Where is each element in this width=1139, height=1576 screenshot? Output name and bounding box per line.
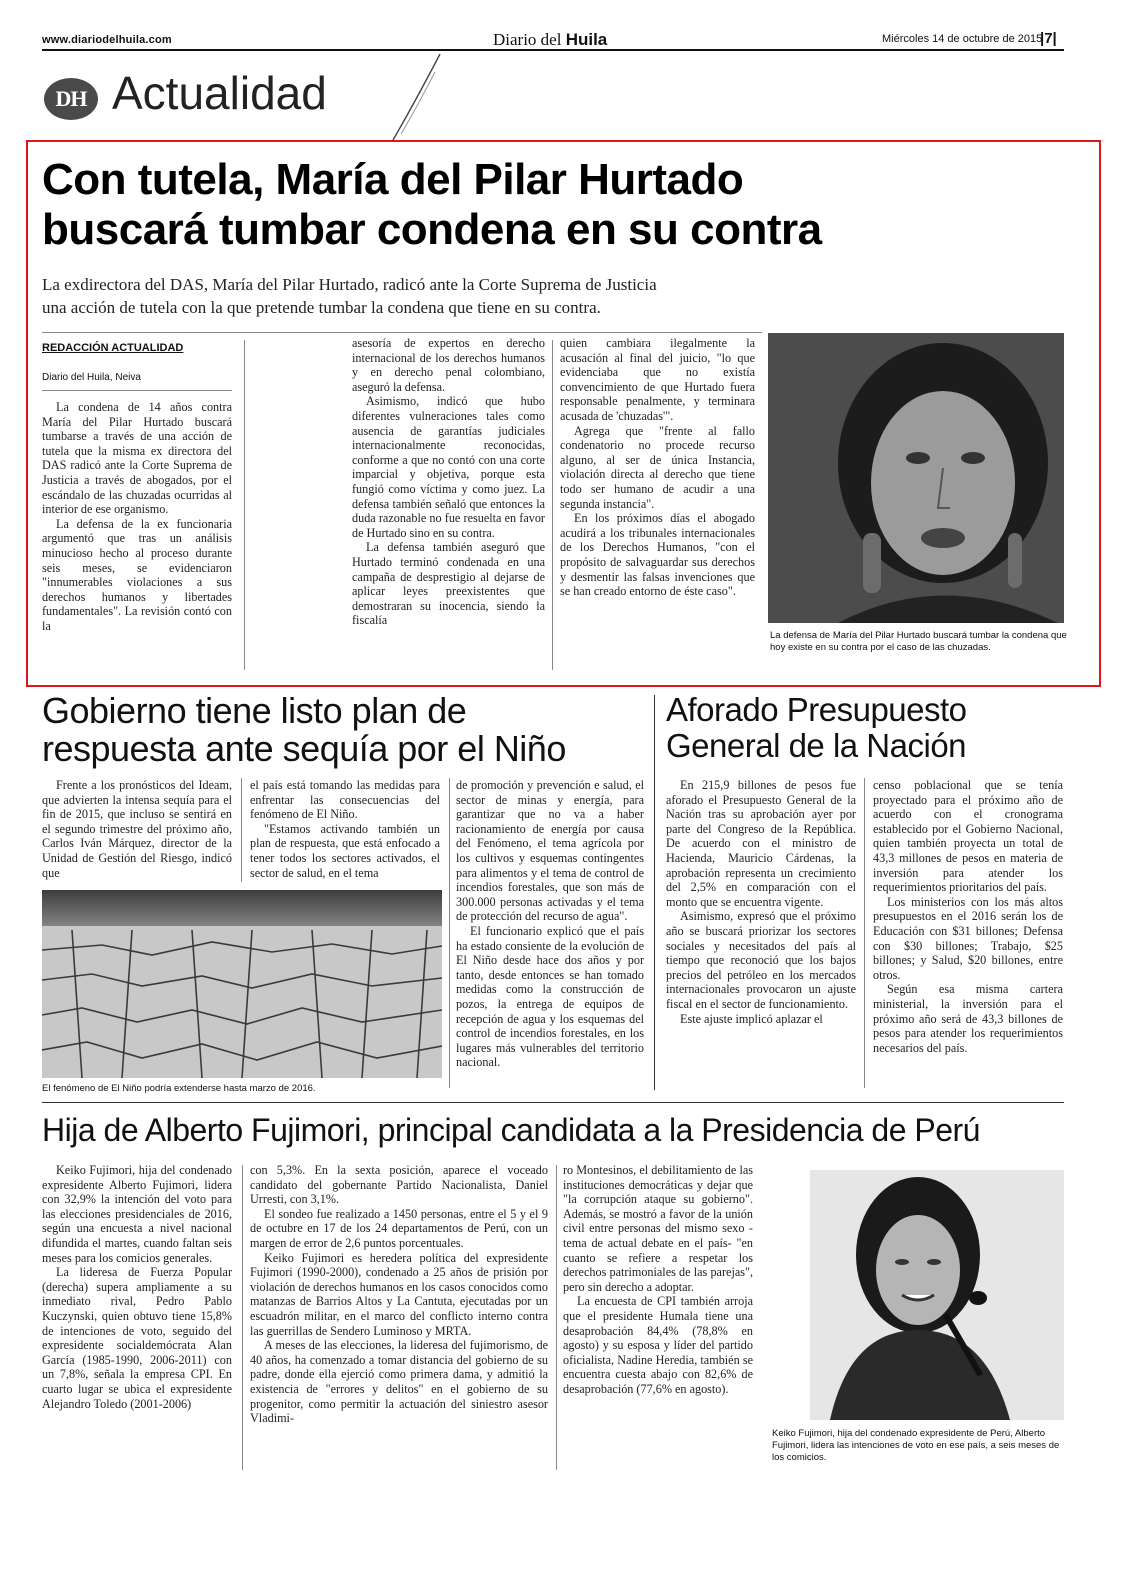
article3-paragraph: Este ajuste implicó aplazar el xyxy=(680,1011,823,1026)
article1-dateline: Diario del Huila, Neiva xyxy=(42,372,141,383)
article1-paragraph: La defensa de la ex funcionaria argumentó que tras un análisis minucioso hecho al proceso durante seis meses, se evidenciaron "innumerables violaciones a sus derechos humanos y libertades fundamentales". La revisión contó con la xyxy=(42,516,232,633)
article1-paragraph: Agrega que "frente al fallo condenatorio no procede recurso alguno, al ser de única Instancia, violación directa al derecho que tiene todo ser humano de acudir a una segunda instancia". xyxy=(560,423,755,511)
fujimori-photo xyxy=(810,1170,1064,1420)
article1-headline-line1: Con tutela, María del Pilar Hurtado xyxy=(42,155,744,204)
drought-photo xyxy=(42,890,442,1078)
article2-paragraph: El funcionario explicó que el país ha estado consiente de la evolución de El Niño desde hace dos años y por tanto, desde entonces se han tomado medidas como la construcción de pozos, la entrega de equipos de recepción de agua y los esquemas del control de incendios forestales, en los lugares más vulnerables del territorio nacional. xyxy=(456,923,644,1070)
section-rule xyxy=(42,1102,1064,1103)
article3-paragraph: censo poblacional que se tenía proyectado para el próximo año de acuerdo con el cronograma establecido por el Gobierno Nacional, quien también proyecta un total de 43,3 millones de pesos en materia de inversión para atender los requerimientos prioritarios del país. xyxy=(873,778,1063,895)
article2-headline-line2: respuesta ante sequía por el Niño xyxy=(42,728,566,769)
article4-paragraph: Keiko Fujimori, hija del condenado expresidente Alberto Fujimori, lidera con 32,9% la intención del voto para las elecciones presidenciales de 2016, según una encuesta a nivel nacional difundida el martes, cuando faltan seis meses para los comicios generales. xyxy=(42,1163,232,1265)
byline-rule xyxy=(42,390,232,391)
column-divider xyxy=(242,1165,243,1470)
article3-paragraph: Asimismo, expresó que el próximo año se buscará priorizar los sectores sociales y necesitados del país al tiempo que reconoció que los bajos precios del petróleo en los mercados internacionales provocaron un ajuste fiscal en el sector de funcionamiento. xyxy=(666,909,856,1011)
article4-paragraph: La encuesta de CPI también arroja que el presidente Humala tiene una desaprobación 84,4% (78,8% en agosto) y su esposa y líder del partido oficialista, Nadine Heredia, también se encuentra cuesta abajo con 82,6% de desaprobación (77,6% en agosto). xyxy=(563,1294,753,1396)
page-number: |7| xyxy=(1040,30,1057,47)
article1-paragraph: La condena de 14 años contra María del Pilar Hurtado buscará tumbarse a través de una acción de tutela que la misma ex directora del DAS radicó ante la Corte Suprema de Justicia a través de abogados, por el escándalo de las chuzadas ocurridas al interior de ese organismo. xyxy=(42,400,232,517)
article2-headline-line1: Gobierno tiene listo plan de xyxy=(42,690,467,731)
article3-paragraph: Los ministerios con los más altos presupuestos en el 2016 serán los de Educación con $31 billones; Defensa con $30 billones; Trabajo, $25 billones; y Salud, $20 billones, entre otros. xyxy=(873,894,1063,982)
article2-column-1 xyxy=(42,778,232,880)
article4-column-1 xyxy=(42,1163,232,1411)
article2-headline xyxy=(42,692,642,768)
paper-name-a: Diario del xyxy=(493,30,562,49)
column-divider xyxy=(241,778,242,882)
dh-logo: DH xyxy=(44,78,98,120)
article3-column-1 xyxy=(666,778,856,1026)
hurtado-photo xyxy=(768,333,1064,623)
article2-paragraph: Frente a los pronósticos del Ideam, que advierten la intensa sequía para el fin de 2015, que incluso se sentirá en el segundo trimestre del próximo año, Carlos Iván Márquez, director de la Unidad de Gestión del Riesgo, indicó que xyxy=(42,778,232,880)
article3-headline-line2: General de la Nación xyxy=(666,727,967,764)
article4-paragraph: ro Montesinos, el debilitamiento de las instituciones democráticas y dejar que "la corrupción ataque su gobierno". Además, se mostró a favor de la unión civil entre personas del mismo sexo -tema de actual debate en el país- "en cuanto se refiere a respetar los derechos patrimoniales de las parejas", pero sin derecho a adoptar. xyxy=(563,1163,753,1294)
column-divider xyxy=(449,778,450,1088)
article2-column-2 xyxy=(250,778,440,880)
article1-column-1 xyxy=(42,400,232,634)
article1-lead-line1: La exdirectora del DAS, María del Pilar Hurtado, radicó ante la Corte Suprema de Justicia xyxy=(42,275,657,294)
article4-paragraph: El sondeo fue realizado a 1450 personas, entre el 5 y el 9 de octubre en 17 de los 24 departamentos de Perú, con un margen de error de 2,6 puntos porcentuales. xyxy=(250,1206,548,1250)
column-divider xyxy=(244,340,245,670)
column-divider xyxy=(864,778,865,1088)
article4-headline: Hija de Alberto Fujimori, principal candidata a la Presidencia de Perú xyxy=(42,1112,980,1148)
column-divider xyxy=(552,340,553,670)
article4-paragraph: Keiko Fujimori es heredera política del expresidente Fujimori (1990-2000), condenado a 25 años de prisión por violación de derechos humanos en los casos conocidos como matanzas de Barrios Altos y La Cantuta, ejecutadas por un escuadrón militar, en el marco del conflicto interno contra las guerrillas de Sendero Luminoso y MRTA. xyxy=(250,1250,548,1338)
article3-column-2 xyxy=(873,778,1063,1055)
article4-paragraph: La lideresa de Fuerza Popular (derecha) supera ampliamente a su inmediato rival, Pedro Pablo Kuczynski, quien obtuvo tiene 15,8% de intenciones de voto, seguido del expresidente socialdemócrata Alan García (1985-1990, 2006-2011) con un 7,8%, señala la empresa CPI. En cuarto lugar se ubica el expresidente Alejandro Toledo (2001-2006) xyxy=(42,1265,232,1411)
header-rule xyxy=(42,49,1064,51)
paper-name-b: Huila xyxy=(565,30,608,49)
article2-column-3 xyxy=(456,778,644,1070)
site-url: www.diariodelhuila.com xyxy=(42,34,172,46)
article3-headline xyxy=(666,692,1066,764)
section-title: Actualidad xyxy=(112,67,327,119)
article1-headline-line2: buscará tumbar condena en su contra xyxy=(42,205,822,254)
column-divider xyxy=(556,1165,557,1470)
issue-date: Miércoles 14 de octubre de 2015 xyxy=(882,33,1043,45)
article1-paragraph: asesoría de expertos en derecho internacional de los derechos humanos y en derecho penal colombiano, aseguró la defensa. xyxy=(352,336,545,394)
article1-headline xyxy=(42,155,1082,255)
article3-paragraph: En 215,9 billones de pesos fue aforado el Presupuesto General de la Nación tras su aprobación ayer por parte del Congreso de la República. De acuerdo con el ministro de Hacienda, Mauricio Cárdenas, la aprobación representa un crecimiento del 2,5% en comparación con el monto que se encuentra vigente. xyxy=(666,778,856,909)
article1-byline: REDACCIÓN ACTUALIDAD xyxy=(42,342,184,354)
article2-caption: El fenómeno de El Niño podría extenderse hasta marzo de 2016. xyxy=(42,1083,316,1094)
article3-paragraph: Según esa misma cartera ministerial, la inversión para el próximo año será de 43,3 billones de pesos para atender los requerimientos necesarios del país. xyxy=(873,982,1063,1055)
article1-column-2 xyxy=(352,336,545,628)
article2-paragraph: el país está tomando las medidas para enfrentar las consecuencias del fenómeno de El Niño. xyxy=(250,778,440,822)
article1-lead-rule xyxy=(42,332,762,333)
article1-paragraph: quien cambiara ilegalmente la acusación al final del juicio, "lo que evidenciaba que no existía convencimiento de que Hurtado fuera responsable penalmente, y terminara acusada de 'chuzadas'". xyxy=(560,336,755,423)
article1-paragraph: Asimismo, indicó que hubo diferentes vulneraciones tales como ausencia de garantías judiciales internacionalmente reconocidas, conforme a que no contó con una corte imparcial y objetiva, porque esta fungió como víctima y como juez. La defensa también señaló que entonces la duda razonable no fue resuelta en favor de Hurtado sino en su contra. xyxy=(352,394,545,540)
article1-column-3 xyxy=(560,336,755,599)
paper-name xyxy=(493,30,607,50)
article4-paragraph: A meses de las elecciones, la lideresa del fujimorismo, de 40 años, ha comenzado a tomar distancia del gobierno de su padre, donde ella ejerció como primera dama, y admitió la existencia de "errores y delitos" en el gobierno de su progenitor, como permitir la actuación del siniestro asesor Vladimi- xyxy=(250,1338,548,1426)
article4-paragraph: con 5,3%. En la sexta posición, aparece el voceado candidato del gobernante Partido Nacionalista, Daniel Urresti, con 3,1%. xyxy=(250,1163,548,1207)
article4-caption: Keiko Fujimori, hija del condenado expresidente de Perú, Alberto Fujimori, lidera las intenciones de voto en ese país, a seis meses de los comicios. xyxy=(772,1428,1060,1463)
article1-lead xyxy=(42,273,692,319)
article3-headline-line1: Aforado Presupuesto xyxy=(666,691,967,728)
article4-column-3 xyxy=(563,1163,753,1397)
article4-column-2 xyxy=(250,1163,548,1426)
article2-paragraph: "Estamos activando también un plan de respuesta, que está enfocado a tener todos los sectores activados, el sector de salud, en el tema xyxy=(250,821,440,880)
article1-paragraph: En los próximos días el abogado acudirá a los tribunales internacionales de los Derechos Humanos, "con el propósito de salvaguardar sus derechos y desmentir las falsas invenciones que se han creado entorno de éste caso". xyxy=(560,511,755,599)
article2-paragraph: de promoción y prevención e salud, el sector de minas y energía, para garantizar que no va a haber racionamiento de energía por causa del Fenómeno, el tema agrícola por los cultivos y esquemas contingentes para alimentos y el tema de control de incendios forestales, que son más de 300.000 personas activadas y el tema de protección del recurso de agua". xyxy=(456,778,644,924)
article1-lead-line2: una acción de tutela con la que pretende tumbar la condena que tiene en su contra. xyxy=(42,298,601,317)
article1-caption: La defensa de María del Pilar Hurtado buscará tumbar la condena que hoy existe en su contra por el caso de las chuzadas. xyxy=(770,630,1067,653)
swoosh-decoration xyxy=(385,52,445,142)
section-divider xyxy=(654,695,655,1090)
article1-paragraph: La defensa también aseguró que Hurtado terminó condenada en una campaña de desprestigio al dejarse de aplicar leyes preexistentes que demostraran su inocencia, siendo la fiscalía xyxy=(352,540,545,628)
